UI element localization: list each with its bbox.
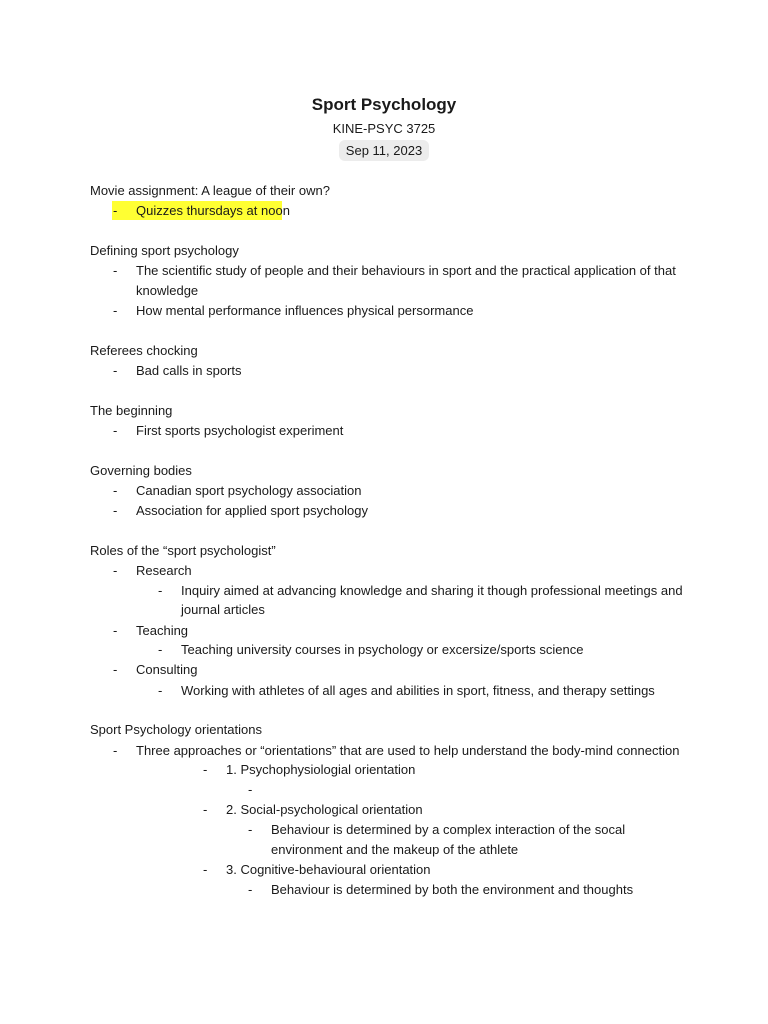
list-item-bad-calls: Bad calls in sports (136, 363, 242, 378)
bullet-dash: - (203, 862, 208, 877)
list-item-research: Research (136, 563, 192, 578)
list-item-definition-line2: knowledge (136, 283, 199, 298)
bullet-dash: - (203, 802, 208, 817)
bullet-dash: - (248, 882, 253, 897)
bullet-dash: - (248, 822, 253, 837)
sub-item-research-line1: Inquiry aimed at advancing knowledge and sharing it though professional meetings and (181, 583, 683, 598)
bullet-dash: - (248, 782, 253, 797)
bullet-dash: - (158, 642, 163, 657)
bullet-dash: - (203, 762, 208, 777)
orientation-social-psychological: 2. Social-psychological orientation (226, 802, 423, 817)
sub-item-consulting: Working with athletes of all ages and abilities in sport, fitness, and therapy settings (181, 683, 655, 698)
section-heading-roles: Roles of the “sport psychologist” (90, 543, 276, 558)
bullet-dash: - (113, 363, 118, 378)
list-item-first-experiment: First sports psychologist experiment (136, 423, 344, 438)
section-heading-defining: Defining sport psychology (90, 243, 239, 258)
page-title: Sport Psychology (311, 95, 457, 114)
date-wrap (0, 140, 768, 161)
date-chip[interactable]: Sep 11, 2023 (339, 140, 429, 161)
sub-item-cognitive: Behaviour is determined by both the environment and thoughts (271, 882, 634, 897)
bullet-dash: - (158, 583, 163, 598)
section-heading-movie: Movie assignment: A league of their own? (90, 183, 330, 198)
bullet-dash: - (158, 683, 163, 698)
section-heading-beginning: The beginning (90, 403, 173, 418)
sub-item-social-line2: environment and the makeup of the athlete (271, 842, 519, 857)
bullet-dash: - (113, 203, 118, 218)
section-heading-orientations: Sport Psychology orientations (90, 722, 262, 737)
list-item-quizzes: Quizzes thursdays at noon (136, 203, 290, 218)
list-item-three-approaches: Three approaches or “orientations” that are used to help understand the body-mind connection (136, 743, 680, 758)
bullet-dash: - (113, 303, 118, 318)
course-code: KINE-PSYC 3725 (332, 121, 436, 136)
bullet-dash: - (113, 503, 118, 518)
bullet-dash: - (113, 263, 118, 278)
list-item-consulting: Consulting (136, 662, 198, 677)
sub-item-social-line1: Behaviour is determined by a complex interaction of the socal (271, 822, 626, 837)
orientation-psychophysiological: 1. Psychophysiologial orientation (226, 762, 416, 777)
list-item-teaching: Teaching (136, 623, 189, 638)
bullet-dash: - (113, 623, 118, 638)
bullet-dash: - (113, 563, 118, 578)
sub-item-research-line2: journal articles (181, 602, 265, 617)
section-heading-referees: Referees chocking (90, 343, 198, 358)
list-item-canadian-association: Canadian sport psychology association (136, 483, 362, 498)
list-item-definition-line1: The scientific study of people and their behaviours in sport and the practical application of that (136, 263, 676, 278)
bullet-dash: - (113, 743, 118, 758)
bullet-dash: - (113, 423, 118, 438)
list-item-applied-association: Association for applied sport psychology (136, 503, 368, 518)
bullet-dash: - (113, 662, 118, 677)
bullet-dash: - (113, 483, 118, 498)
section-heading-governing: Governing bodies (90, 463, 192, 478)
orientation-cognitive-behavioural: 3. Cognitive-behavioural orientation (226, 862, 431, 877)
sub-item-teaching: Teaching university courses in psychology or excersize/sports science (181, 642, 584, 657)
list-item-mental-performance: How mental performance influences physical persormance (136, 303, 474, 318)
